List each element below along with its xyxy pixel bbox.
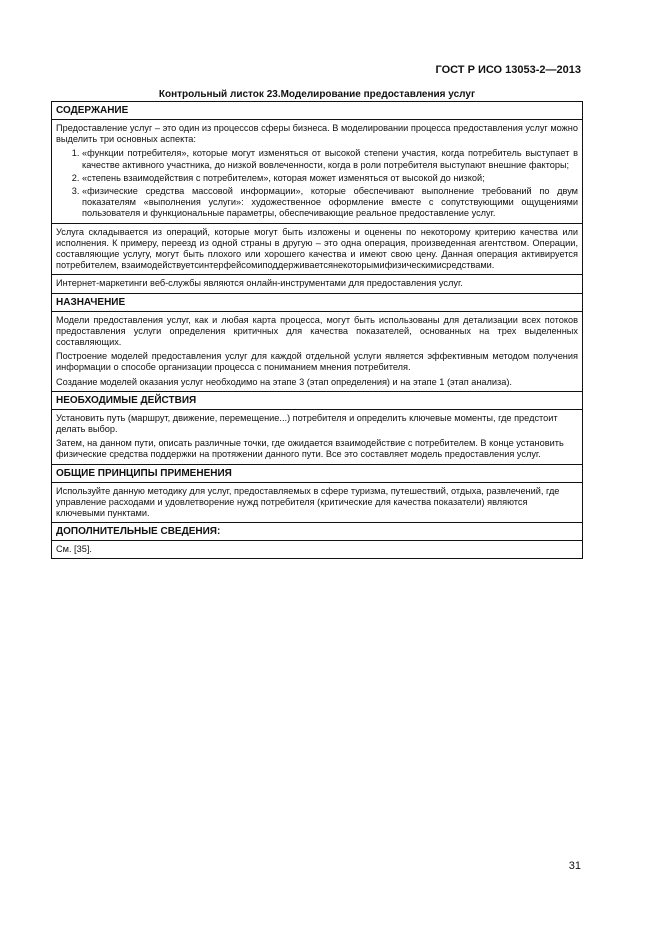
aspects-list [56,148,578,219]
section-heading-purpose: НАЗНАЧЕНИЕ [52,293,582,312]
purpose-paragraph-3: Создание моделей оказания услуг необходимо на этапе 3 (этап определения) и на этапе 1 (этап анализа). [56,376,512,387]
actions-paragraph-1: Установить путь (маршрут, движение, перемещение...) потребителя и определить ключевые моменты, где предстоит делать выбор. [56,412,558,435]
page-number: 31 [568,860,581,872]
section-heading-actions: НЕОБХОДИМЫЕ ДЕЙСТВИЯ [52,391,582,410]
additional-paragraph-1: См. [35]. [56,544,92,555]
principles-paragraph-1: Используйте данную методику для услуг, предоставляемых в сфере туризма, путешествий, отдыха, развлечений, где управление расходами и удовлетворение нужд потребителя (критические для качества показатели) являются ключевыми пунктами. [56,485,560,519]
list-item: 3. «физические средства массовой информации», которые обеспечивают выполнение требований по двум показателям «выполнения услуги»: художественное оформление вместе с сопутствующими ощущениями пользователя и функциональные параметры, обеспечивающие реальное предоставление услуг. [82,186,578,220]
table-caption: Контрольный листок 23.Моделирование предоставления услуг [158,89,476,100]
purpose-paragraph-2: Построение моделей предоставления услуг для каждой отдельной услуги является эффективным методом получения информации о способе организации процесса с пониманием мнения потребителя. [56,351,578,373]
section-body-additional [52,541,582,558]
section-body-actions [52,410,582,464]
list-item: 1. «функции потребителя», которые могут изменяться от высокой степени участия, когда потребитель выступает в качестве активного участника, до низкой вовлеченности, когда в роли потребителя выступают внешние факторы; [82,148,578,170]
list-item: 2. «степень взаимодействия с потребителем», которая может изменяться от высокой до низкой; [82,173,578,184]
standard-number: ГОСТ Р ИСО 13053-2—2013 [435,64,581,76]
section-body-content [52,120,582,293]
content-paragraph-2: Услуга складывается из операций, которые могут быть изложены и оценены по некоторому критерию качества или исполнения. К примеру, переезд из одной страны в другую – это одна операция, произведенная агентством. Операции, составляющие услугу, могут быть плохого или хорошего качества и имеют свою цену. Данная операция активируется потребителем, взаимодействуетсинтерфейсомиподдерживаетсянекоторымифизическимисредствами. [52,223,582,272]
section-heading-content: СОДЕРЖАНИЕ [52,102,582,120]
checklist-table [51,101,583,559]
section-body-principles [52,483,582,523]
section-body-purpose [52,312,582,391]
section-heading-principles: ОБЩИЕ ПРИНЦИПЫ ПРИМЕНЕНИЯ [52,464,582,483]
content-intro: Предоставление услуг – это один из процессов сферы бизнеса. В моделировании процесса предоставления услуг можно выделить три основных аспекта: [56,123,578,145]
purpose-paragraph-1: Модели предоставления услуг, как и любая карта процесса, могут быть использованы для детализации всех потоков предоставления услуги определения критичных для качества показателей, основанных на трех выделенных составляющих. [56,314,578,348]
content-paragraph-3: Интернет-маркетинги веб-службы являются онлайн-инструментами для предоставления услуг. [52,274,582,289]
section-heading-additional: ДОПОЛНИТЕЛЬНЫЕ СВЕДЕНИЯ: [52,522,582,541]
actions-paragraph-2: Затем, на данном пути, описать различные точки, где ожидается взаимодействие с потребителем. В конце установить физические средства поддержки на протяжении данного пути. Все это составляет модель предоставления услуг. [56,438,564,460]
